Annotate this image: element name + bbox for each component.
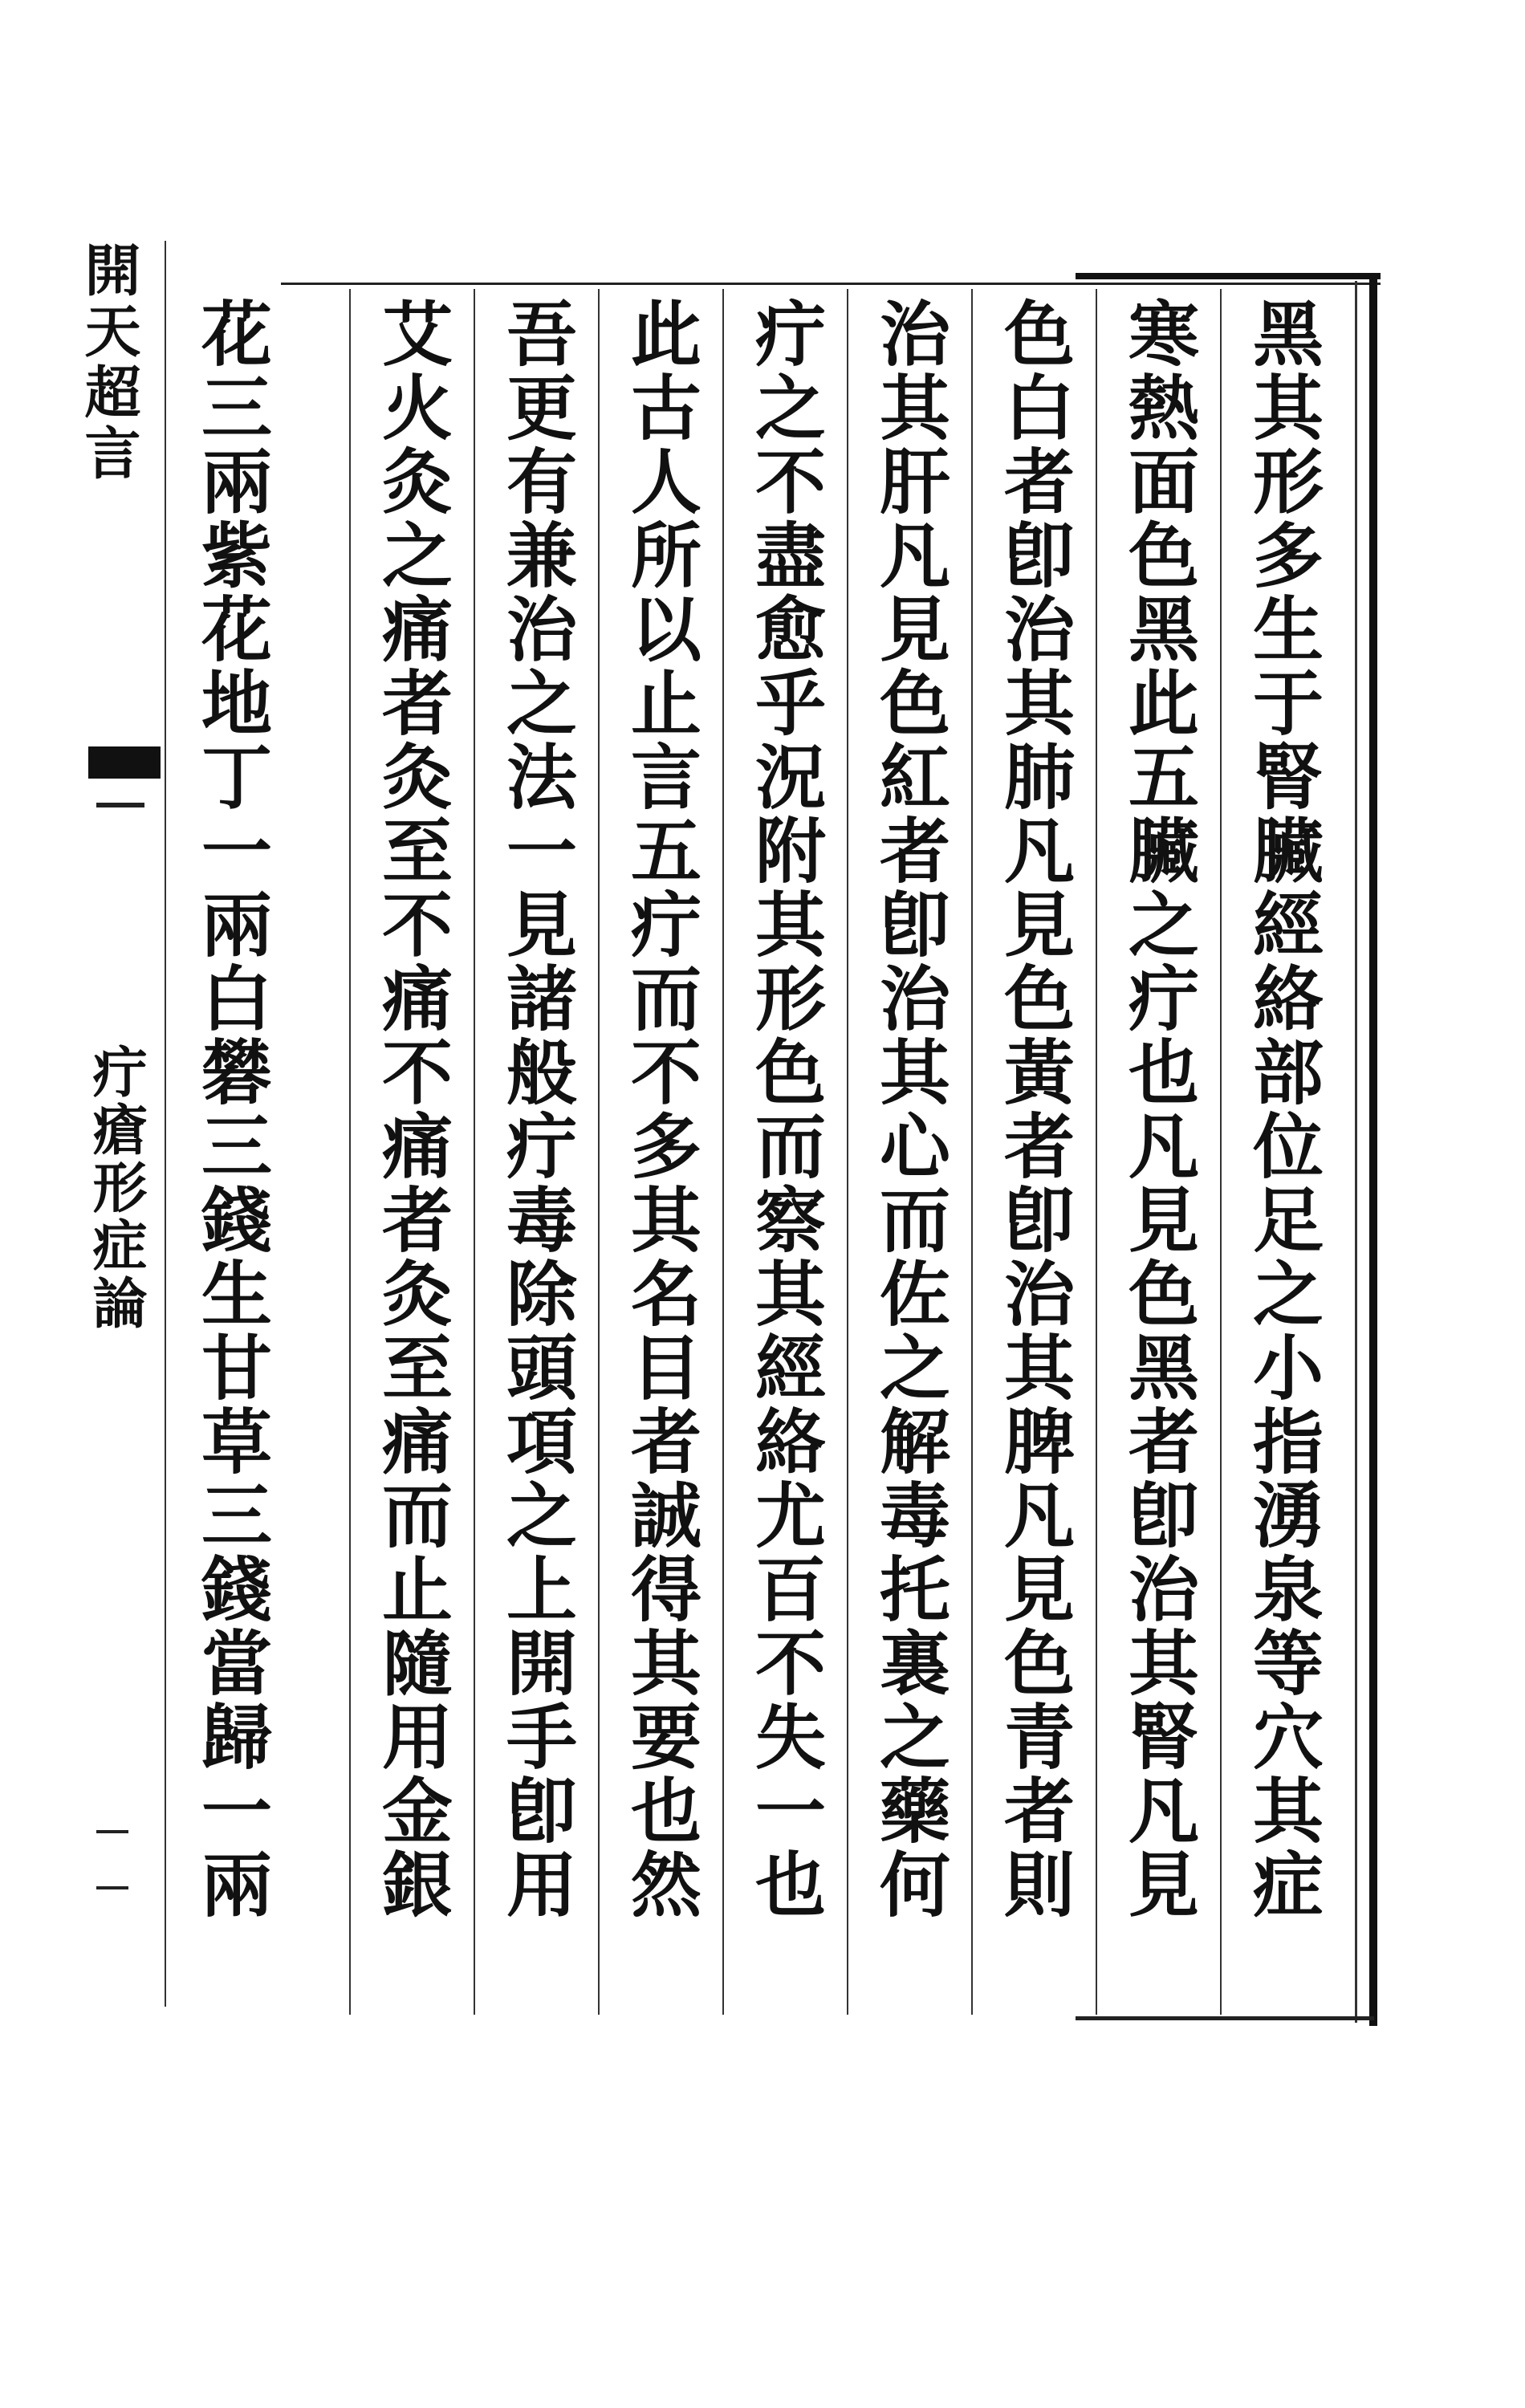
frame-right-rule xyxy=(1355,281,1357,2023)
column-rule xyxy=(1220,289,1222,2015)
frame-top-rule xyxy=(281,283,1381,285)
column-rule xyxy=(847,289,848,2015)
text-column-3: 色白者卽治其肺凡見色黃者卽治其脾凡見色青者則 xyxy=(993,297,1076,1922)
text-column-1: 黑其形多生于腎臟經絡部位足之小指湧泉等穴其症 xyxy=(1242,297,1325,1922)
frame-right-border xyxy=(1369,276,1377,2026)
book-title: 開天超言 xyxy=(75,241,142,485)
column-rule xyxy=(722,289,724,2015)
frame-top-border xyxy=(1076,273,1381,279)
column-rule xyxy=(598,289,600,2015)
section-title: 疔瘡形症論 xyxy=(83,1043,148,1332)
frame-bottom-rule xyxy=(1076,2016,1374,2020)
column-rule xyxy=(165,241,166,2007)
text-column-9: 花三兩紫花地丁一兩白礬三錢生甘草三錢當歸一兩 xyxy=(190,297,274,1922)
text-column-7: 吾更有兼治之法一見諸般疔毒除頭項之上開手卽用 xyxy=(495,297,579,1922)
column-rule xyxy=(1096,289,1097,2015)
text-column-5: 疔之不盡愈乎況附其形色而察其經絡尤百不失一也 xyxy=(744,297,828,1922)
fold-mark xyxy=(88,746,161,779)
fold-tick xyxy=(96,803,144,807)
margin-tick xyxy=(96,1886,128,1889)
margin-tick xyxy=(96,1830,128,1833)
text-column-4: 治其肝凡見色紅者卽治其心而佐之解毒托裏之藥何 xyxy=(868,297,952,1922)
column-rule xyxy=(349,289,351,2015)
text-column-6: 此古人所以止言五疔而不多其名目者誠得其要也然 xyxy=(620,297,703,1922)
column-rule xyxy=(971,289,973,2015)
text-column-2: 寒熱面色黑此五臟之疔也凡見色黑者卽治其腎凡見 xyxy=(1117,297,1201,1922)
text-column-8: 艾火灸之痛者灸至不痛不痛者灸至痛而止隨用金銀 xyxy=(371,297,454,1922)
column-rule xyxy=(474,289,475,2015)
